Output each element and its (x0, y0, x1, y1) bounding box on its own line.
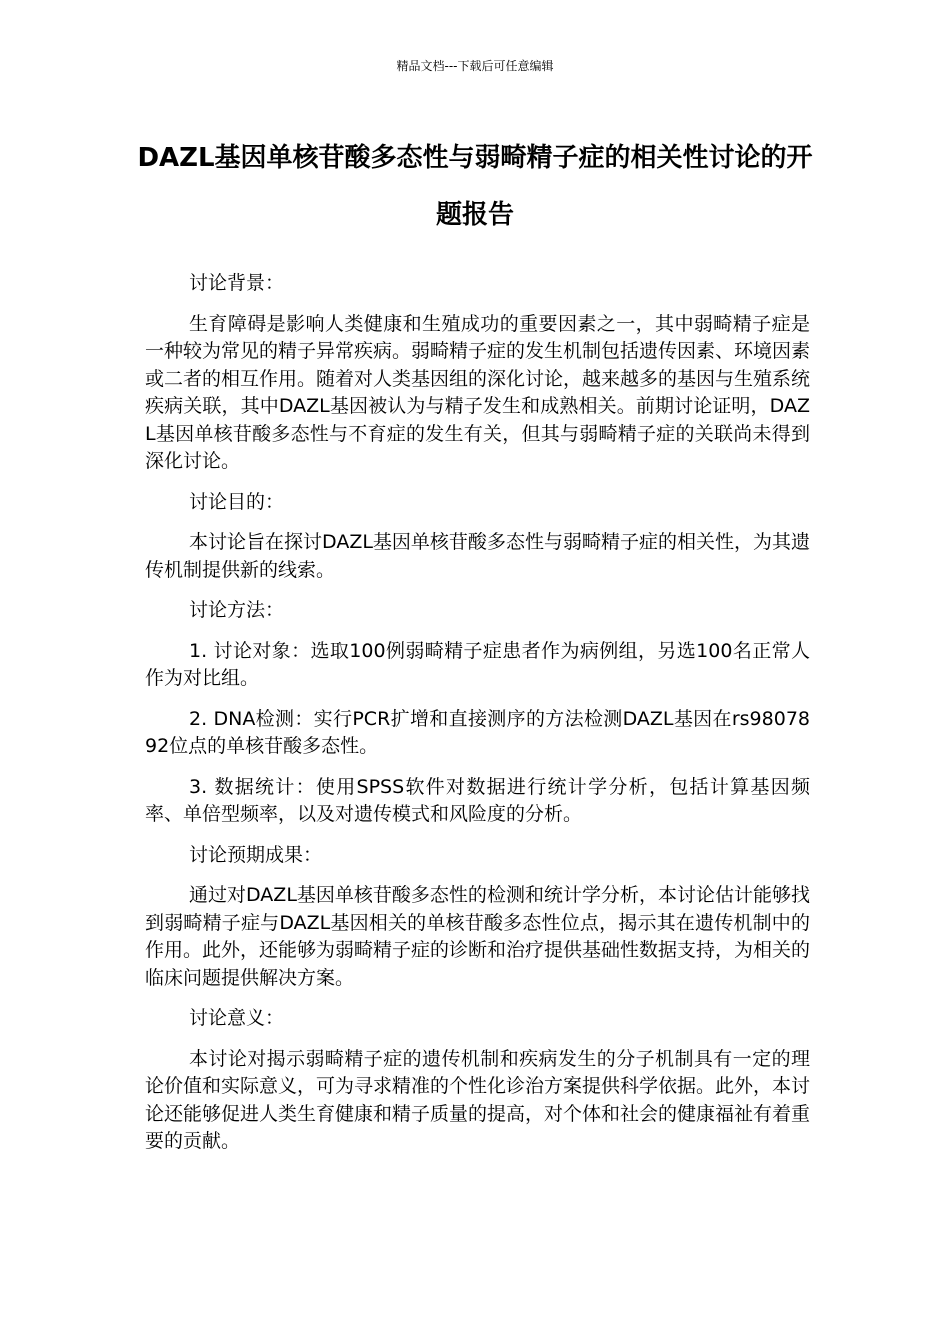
section-heading-significance: 讨论意义： (189, 1007, 285, 1029)
method-item-subjects: 1. 讨论对象：选取100例弱畸精子症患者作为病例组，另选100名正常人作为对比组。 (145, 639, 810, 689)
document-body (145, 270, 810, 1169)
paragraph-purpose: 本讨论旨在探讨DAZL基因单核苷酸多态性与弱畸精子症的相关性，为其遗传机制提供新的线索。 (145, 531, 810, 581)
paragraph-background: 生育障碍是影响人类健康和生殖成功的重要因素之一，其中弱畸精子症是一种较为常见的精子异常疾病。弱畸精子症的发生机制包括遗传因素、环境因素或二者的相互作用。随着对人类基因组的深化讨论，越来越多的基因与生殖系统疾病关联，其中DAZL基因被认为与精子发生和成熟相关。前期讨论证明，DAZL基因单核苷酸多态性与不育症的发生有关，但其与弱畸精子症的关联尚未得到深化讨论。 (145, 312, 811, 472)
method-item-statistics: 3. 数据统计：使用SPSS软件对数据进行统计学分析，包括计算基因频率、单倍型频率，以及对遗传模式和风险度的分析。 (145, 775, 810, 825)
method-item-dna-testing: 2. DNA检测：实行PCR扩增和直接测序的方法检测DAZL基因在rs9807892位点的单核苷酸多态性。 (145, 707, 810, 757)
paragraph-significance: 本讨论对揭示弱畸精子症的遗传机制和疾病发生的分子机制具有一定的理论价值和实际意义，可为寻求精准的个性化诊治方案提供科学依据。此外，本讨论还能够促进人类生育健康和精子质量的提高，对个体和社会的健康福祉有着重要的贡献。 (145, 1047, 811, 1152)
page-header: 精品文档---下载后可任意编辑 (396, 59, 554, 73)
section-heading-background: 讨论背景： (189, 272, 285, 294)
paragraph-expected-results: 通过对DAZL基因单核苷酸多态性的检测和统计学分析，本讨论估计能够找到弱畸精子症与DAZL基因相关的单核苷酸多态性位点，揭示其在遗传机制中的作用。此外，还能够为弱畸精子症的诊断和治疗提供基础性数据支持，为相关的临床问题提供解决方案。 (145, 884, 811, 989)
document-title: DAZL基因单核苷酸多态性与弱畸精子症的相关性讨论的开题报告 (137, 143, 813, 230)
section-heading-purpose: 讨论目的： (189, 490, 285, 513)
section-heading-methods: 讨论方法： (189, 599, 285, 621)
section-heading-expected-results: 讨论预期成果： (189, 843, 323, 866)
